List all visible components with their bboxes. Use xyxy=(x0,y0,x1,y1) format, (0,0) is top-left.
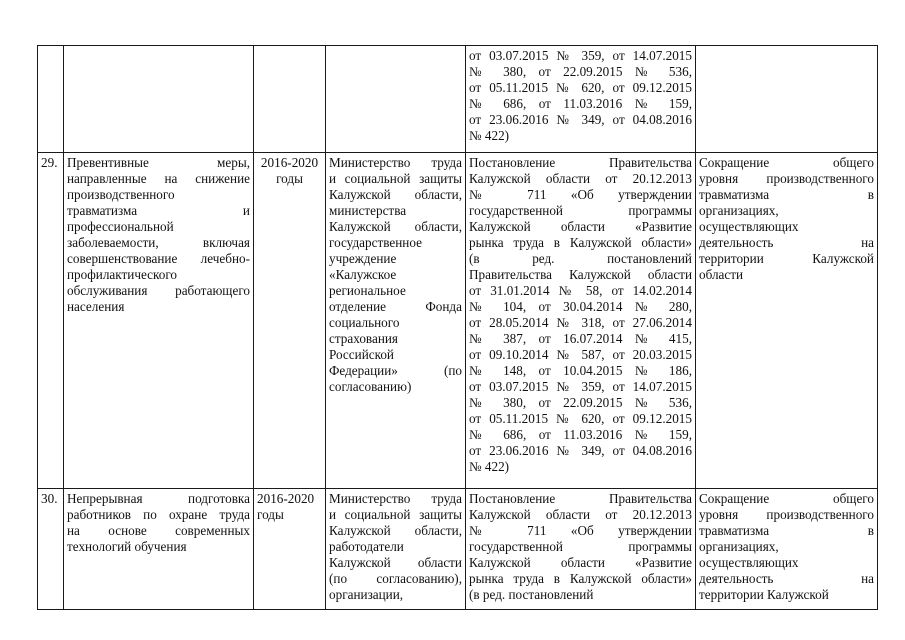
cell-line: технологий обучения xyxy=(67,539,187,554)
cell-line: рынка труда в Калужской области» xyxy=(469,235,692,250)
cell-line: направленные на снижение xyxy=(67,171,250,186)
cell-line: организации, xyxy=(329,587,404,602)
cell-line: работодатели xyxy=(329,539,404,554)
cell-line: уровня производственного xyxy=(699,507,874,522)
cell-line: согласованию) xyxy=(329,379,412,394)
cell-line: Калужской области «Развитие xyxy=(469,219,692,234)
cell-line: № 711 «Об утверждении xyxy=(469,523,692,538)
result-cell xyxy=(696,46,878,153)
cell-line: № 104, от 30.04.2014 № 280, xyxy=(469,299,692,314)
cell-line: страхования xyxy=(329,331,398,346)
cell-line: (по согласованию), xyxy=(329,571,462,586)
cell-line: (в ред. постановлений xyxy=(469,251,692,266)
cell-line: осуществляющих xyxy=(699,219,799,234)
cell-line: Превентивные меры, xyxy=(67,155,250,170)
cell-line: Калужской области «Развитие xyxy=(469,555,692,570)
row-number: 29. xyxy=(38,153,64,489)
cell-line: территории Калужской xyxy=(699,251,874,266)
cell-line: № 380, от 22.09.2015 № 536, xyxy=(469,64,692,79)
cell-line: Сокращение общего xyxy=(699,491,874,506)
executors-cell xyxy=(326,153,466,489)
cell-line: от 05.11.2015 № 620, от 09.12.2015 xyxy=(469,80,692,95)
cell-line: № 711 «Об утверждении xyxy=(469,187,692,202)
cell-line: травматизма в xyxy=(699,187,874,202)
cell-line: государственной программы xyxy=(469,539,692,554)
cell-line: государственной программы xyxy=(469,203,692,218)
cell-line: заболеваемости, включая xyxy=(67,235,250,250)
cell-line: Калужской области от 20.12.2013 xyxy=(469,507,692,522)
cell-line: профессиональной xyxy=(67,219,174,234)
table-row xyxy=(38,489,878,610)
cell-line: травматизма и xyxy=(67,203,250,218)
cell-line: области xyxy=(699,267,744,282)
cell-line: № 422) xyxy=(469,459,510,474)
cell-line: министерства xyxy=(329,203,407,218)
cell-line: на основе современных xyxy=(67,523,250,538)
cell-line: совершенствование лечебно- xyxy=(67,251,250,266)
result-cell xyxy=(696,489,878,610)
cell-line: (в ред. постановлений xyxy=(469,587,594,602)
cell-line: № 422) xyxy=(469,128,510,143)
cell-line: от 28.05.2014 № 318, от 27.06.2014 xyxy=(469,315,692,330)
cell-line: «Калужское xyxy=(329,267,397,282)
cell-line: Постановление Правительства xyxy=(469,155,692,170)
cell-line: социального xyxy=(329,315,400,330)
measure-cell xyxy=(64,153,254,489)
row-number xyxy=(38,46,64,153)
period-cell xyxy=(254,46,326,153)
cell-line: уровня производственного xyxy=(699,171,874,186)
executors-cell xyxy=(326,489,466,610)
basis-cell xyxy=(466,46,696,153)
result-cell xyxy=(696,153,878,489)
cell-line: от 03.07.2015 № 359, от 14.07.2015 xyxy=(469,48,692,63)
executors-cell xyxy=(326,46,466,153)
measures-table xyxy=(37,45,878,610)
cell-line: территории Калужской xyxy=(699,587,829,602)
cell-line: годы xyxy=(257,507,284,522)
cell-line: Российской xyxy=(329,347,394,362)
cell-line: профилактического xyxy=(67,267,178,282)
cell-line: Правительства Калужской области xyxy=(469,267,692,282)
basis-cell xyxy=(466,153,696,489)
cell-line: Калужской области xyxy=(329,555,462,570)
cell-line: Министерство труда xyxy=(329,491,462,506)
cell-line: от 31.01.2014 № 58, от 14.02.2014 xyxy=(469,283,692,298)
table-body xyxy=(38,46,878,610)
cell-line: населения xyxy=(67,299,125,314)
cell-line: рынка труда в Калужской области» xyxy=(469,571,692,586)
cell-line: Постановление Правительства xyxy=(469,491,692,506)
cell-line: Министерство труда xyxy=(329,155,462,170)
cell-line: осуществляющих xyxy=(699,555,799,570)
cell-line: и социальной защиты xyxy=(329,507,462,522)
cell-line: работников по охране труда xyxy=(67,507,250,522)
cell-line: деятельность на xyxy=(699,235,874,250)
cell-line: № 148, от 10.04.2015 № 186, xyxy=(469,363,692,378)
cell-line: № 686, от 11.03.2016 № 159, xyxy=(469,427,692,442)
period-cell xyxy=(254,153,326,489)
cell-line: обслуживания работающего xyxy=(67,283,250,298)
measure-cell xyxy=(64,489,254,610)
cell-line: от 03.07.2015 № 359, от 14.07.2015 xyxy=(469,379,692,394)
basis-cell xyxy=(466,489,696,610)
cell-line: деятельность на xyxy=(699,571,874,586)
table-row xyxy=(38,153,878,489)
cell-line: Федерации» (по xyxy=(329,363,462,378)
cell-line: № 387, от 16.07.2014 № 415, xyxy=(469,331,692,346)
measure-cell xyxy=(64,46,254,153)
cell-line: годы xyxy=(276,171,303,186)
cell-line: Калужской области, xyxy=(329,219,462,234)
cell-line: № 686, от 11.03.2016 № 159, xyxy=(469,96,692,111)
cell-line: организациях, xyxy=(699,203,779,218)
table-row xyxy=(38,46,878,153)
cell-line: региональное xyxy=(329,283,406,298)
cell-line: 2016-2020 xyxy=(260,155,319,170)
cell-line: государственное xyxy=(329,235,422,250)
row-number: 30. xyxy=(38,489,64,610)
cell-line: учреждение xyxy=(329,251,397,266)
cell-line: травматизма в xyxy=(699,523,874,538)
cell-line: Калужской области, xyxy=(329,523,462,538)
cell-line: организациях, xyxy=(699,539,779,554)
cell-line: производственного xyxy=(67,187,175,202)
cell-line: Непрерывная подготовка xyxy=(67,491,250,506)
cell-line: № 380, от 22.09.2015 № 536, xyxy=(469,395,692,410)
cell-line: отделение Фонда xyxy=(329,299,462,314)
period-cell xyxy=(254,489,326,610)
cell-line: 2016-2020 xyxy=(257,491,315,506)
cell-line: и социальной защиты xyxy=(329,171,462,186)
cell-line: от 09.10.2014 № 587, от 20.03.2015 xyxy=(469,347,692,362)
cell-line: Калужской области, xyxy=(329,187,462,202)
cell-line: от 23.06.2016 № 349, от 04.08.2016 xyxy=(469,112,692,127)
cell-line: Калужской области от 20.12.2013 xyxy=(469,171,692,186)
cell-line: от 23.06.2016 № 349, от 04.08.2016 xyxy=(469,443,692,458)
cell-line: Сокращение общего xyxy=(699,155,874,170)
cell-line: от 05.11.2015 № 620, от 09.12.2015 xyxy=(469,411,692,426)
